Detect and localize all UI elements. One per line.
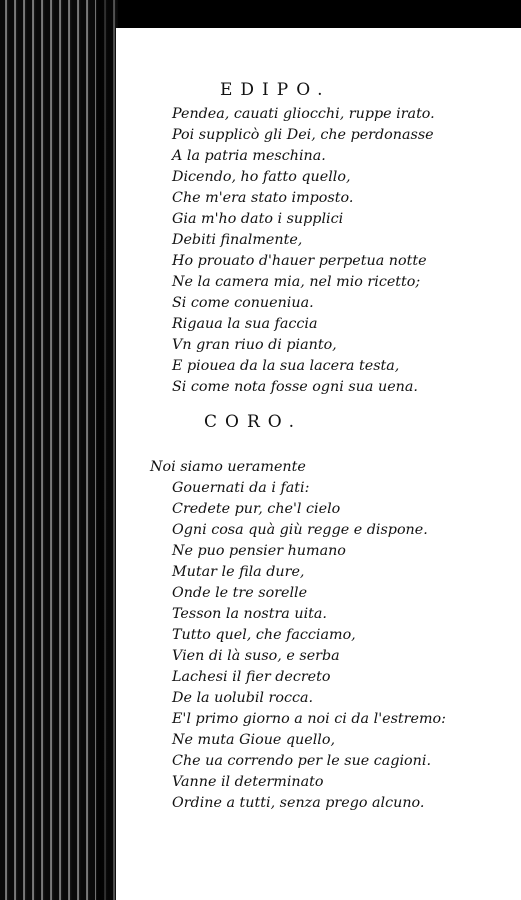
coro-line: Tesson la nostra uita. [172, 606, 327, 622]
coro-line: E'l primo giorno a noi ci da l'estremo: [172, 711, 446, 727]
coro-line: Ordine a tutti, senza prego alcuno. [172, 795, 425, 811]
edipo-line: Debiti finalmente, [172, 232, 303, 248]
coro-line: Tutto quel, che facciamo, [172, 627, 356, 643]
edipo-line: Vn gran riuo di pianto, [172, 337, 337, 353]
coro-line: Mutar le fila dure, [172, 564, 305, 580]
coro-line: Che ua correndo per le sue cagioni. [172, 753, 431, 769]
coro-line: Ne puo pensier humano [172, 543, 346, 559]
coro-line: Gouernati da i fati: [172, 480, 310, 496]
coro-line: Ne muta Gioue quello, [172, 732, 336, 748]
coro-line: Ogni cosa quà giù regge e dispone. [172, 522, 428, 538]
edipo-line: Dicendo, ho fatto quello, [172, 169, 351, 185]
coro-line: Noi siamo ueramente [150, 459, 306, 475]
edipo-line: Si come conueniua. [172, 295, 314, 311]
gutter-shadow [96, 0, 118, 900]
coro-line: De la uolubil rocca. [172, 690, 314, 706]
speaker-heading-edipo: EDIPO. [220, 80, 331, 100]
edipo-line: Poi supplicò gli Dei, che perdonasse [172, 127, 434, 143]
edipo-line: Ho prouato d'hauer perpetua notte [172, 253, 427, 269]
speaker-heading-coro: CORO. [204, 412, 303, 432]
edipo-line: Che m'era stato imposto. [172, 190, 354, 206]
coro-line: Lachesi il fier decreto [172, 669, 331, 685]
coro-line: Credete pur, che'l cielo [172, 501, 341, 517]
book-page [116, 28, 521, 900]
coro-line: Vanne il determinato [172, 774, 324, 790]
edipo-line: Pendea, cauati gliocchi, ruppe irato. [172, 106, 435, 122]
coro-line: Onde le tre sorelle [172, 585, 308, 601]
edipo-line: E piouea da la sua lacera testa, [172, 358, 400, 374]
edipo-line: Si come nota fosse ogni sua uena. [172, 379, 418, 395]
edipo-line: A la patria meschina. [172, 148, 326, 164]
edipo-line: Rigaua la sua faccia [172, 316, 318, 332]
edipo-line: Ne la camera mia, nel mio ricetto; [172, 274, 421, 290]
edipo-line: Gia m'ho dato i supplici [172, 211, 344, 227]
coro-line: Vien di là suso, e serba [172, 648, 340, 664]
